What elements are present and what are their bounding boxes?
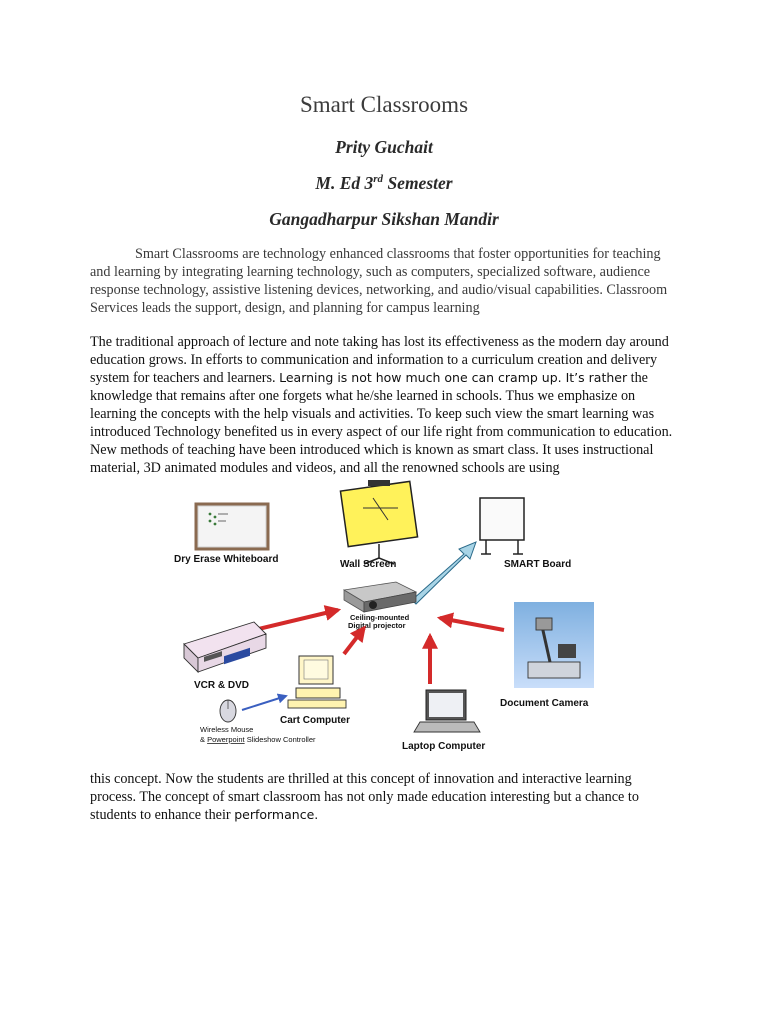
arrow-mouse-to-computer: [242, 696, 286, 710]
wall-screen-icon: [340, 480, 417, 564]
arrow-camera-to-projector: [440, 618, 504, 630]
arrow-to-smart-board: [412, 542, 476, 604]
body-text-sans: Learning is not how much one can cramp up. It’s rather: [279, 370, 628, 385]
course-semester: [0, 173, 768, 194]
projector-icon: [344, 582, 416, 612]
laptop-icon: [414, 690, 480, 732]
vcr-dvd-icon: [184, 622, 266, 672]
vcr-dvd-label: VCR & DVD: [194, 680, 250, 691]
whiteboard-label: Dry Erase Whiteboard: [174, 554, 279, 565]
course-prefix: M. Ed 3: [315, 173, 374, 193]
intro-paragraph: [90, 245, 680, 317]
wall-screen-label: Wall Screen: [340, 559, 397, 570]
course-suffix: Semester: [383, 173, 453, 193]
document-camera-label: Document Camera: [500, 698, 589, 709]
projector-label-2: Digital projector: [348, 621, 406, 630]
body-paragraph: [90, 333, 680, 477]
whiteboard-icon: [196, 504, 268, 549]
author-name: Prity Guchait: [335, 137, 433, 157]
institution-name: Gangadharpur Sikshan Mandir: [269, 209, 499, 229]
smart-classroom-diagram: [158, 478, 620, 756]
arrow-cart-to-projector: [344, 628, 364, 654]
projector-label-1: Ceiling-mounted: [350, 613, 410, 622]
cart-computer-label: Cart Computer: [280, 715, 351, 726]
mouse-label-2: & Powerpoint Slideshow Controller: [200, 735, 316, 744]
closing-text-a: this concept. Now the students are thrilled at this concept of innovation and interactive learning process. The concept of smart classroom has not only made education interesting but a chance to students to enhance their: [90, 771, 639, 823]
closing-paragraph: [90, 770, 680, 824]
laptop-label: Laptop Computer: [402, 741, 486, 752]
arrow-vcr-to-projector: [254, 610, 338, 630]
smart-board-icon: [480, 498, 524, 554]
document-camera-icon: [514, 602, 594, 688]
wireless-mouse-icon: [220, 700, 236, 722]
document-title: Smart Classrooms: [299, 92, 469, 117]
body-text-c: the knowledge that remains after one forgets what he/she learned in schools. Thus we emphasize on learning the concepts with the help visuals and activities. To keep such view the smart learning was introduced Technology benefited us in every aspect of our life right from communication to education. New methods of teaching have been introduced which is known as smart class. It uses instructional material, 3D animated modules and videos, and all the renowned schools are using: [90, 370, 673, 476]
body-text-a: The traditional approach of lecture and note taking has lost its effectiveness as the modern day around education grows. In efforts to communication and information to a curriculum creation and delivery system for teachers and learners.: [90, 334, 669, 386]
course-ordinal: rd: [373, 173, 384, 186]
intro-paragraph-text: Smart Classrooms are technology enhanced classrooms that foster opportunities for teaching and learning by integrating learning technology, such as computers, specialized software, audience response technology, assistive listening devices, networking, and audio/visual capabilities. Classroom Services leads the support, design, and planning for campus learning: [90, 246, 668, 316]
cart-computer-icon: [288, 656, 346, 708]
closing-text-sans: performance.: [234, 807, 319, 822]
mouse-label-1: Wireless Mouse: [200, 725, 254, 734]
smart-board-label: SMART Board: [504, 559, 572, 570]
